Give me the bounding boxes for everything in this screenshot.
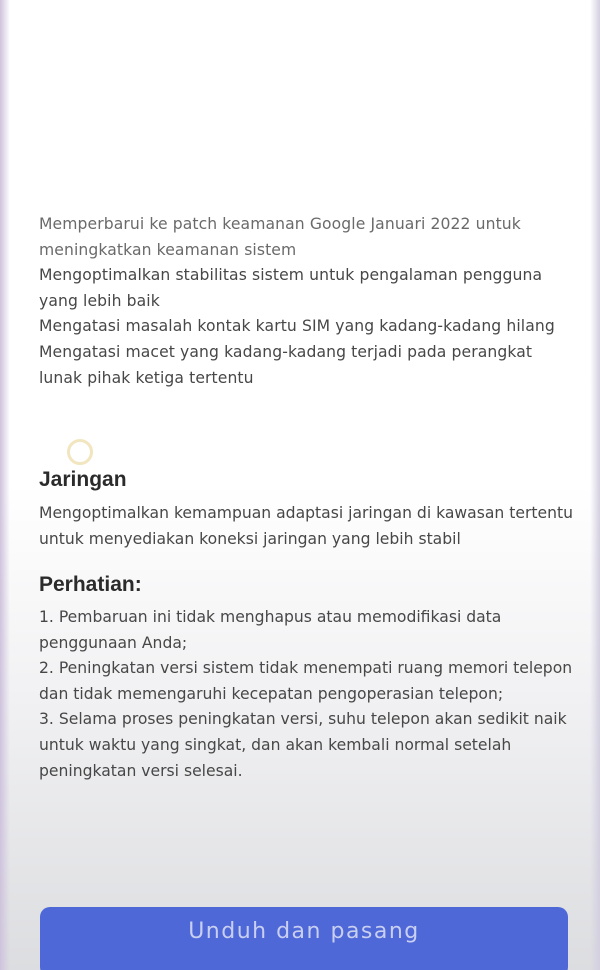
screen-edge-left [0,0,10,970]
notice-item: 3. Selama proses peningkatan versi, suhu telepon akan sedikit naik untuk waktu yang singkat, dan akan kembali normal setelah peningkatan versi selesai. [39,710,567,780]
update-note-item: Mengatasi masalah kontak kartu SIM yang kadang-kadang hilang [39,317,555,336]
download-install-button[interactable]: Unduh dan pasang [40,907,568,970]
network-section-text: Mengoptimalkan kemampuan adaptasi jaringan di kawasan tertentu untuk menyediakan koneksi jaringan yang lebih stabil [39,504,573,548]
update-note-item: Mengoptimalkan stabilitas sistem untuk pengalaman pengguna yang lebih baik [39,266,543,310]
update-notes [39,212,574,391]
notice-section-title: Perhatian: [39,573,142,596]
notice-item: 2. Peningkatan versi sistem tidak menempati ruang memori telepon dan tidak memengaruhi kecepatan pengoperasian telepon; [39,659,573,703]
update-note-item: Mengatasi macet yang kadang-kadang terjadi pada perangkat lunak pihak ketiga tertentu [39,342,533,387]
network-section-title: Jaringan [39,468,127,491]
notice-item: 1. Pembaruan ini tidak menghapus atau memodifikasi data penggunaan Anda; [39,608,502,652]
notice-list [39,605,574,784]
update-note-item: Memperbarui ke patch keamanan Google Januari 2022 untuk meningkatkan keamanan sistem [39,215,521,259]
screen-edge-right [590,0,600,970]
loading-spinner-icon [67,439,93,465]
